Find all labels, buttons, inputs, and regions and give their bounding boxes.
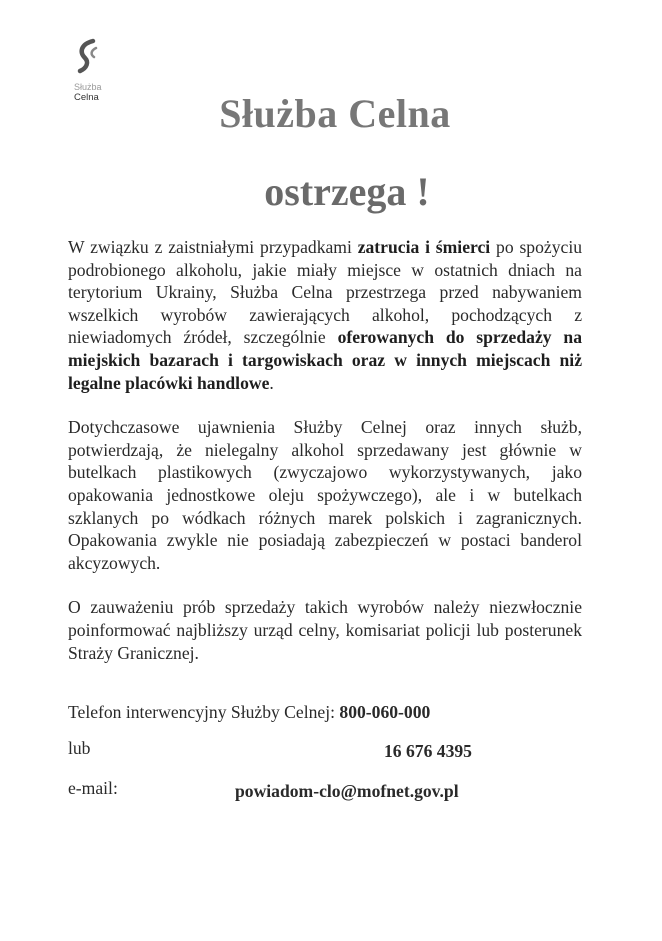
customs-logo-icon [73, 38, 101, 80]
page-title: Służba Celna [219, 91, 451, 136]
paragraph1-text-c: . [269, 372, 274, 393]
phone-label: Telefon interwencyjny Służby Celnej: [68, 702, 340, 722]
alt-phone-number: 16 676 4395 [384, 741, 472, 761]
or-label: lub [68, 738, 91, 758]
phone-row [68, 702, 430, 723]
email-label: e-mail: [68, 778, 118, 798]
document-body [68, 236, 582, 686]
paragraph1-emphasis-a: zatrucia i śmierci [357, 237, 491, 257]
logo-text-line2: Celna [74, 92, 99, 103]
email-address: powiadom-clo@mofnet.gov.pl [235, 781, 459, 801]
phone-number: 800-060-000 [339, 702, 431, 722]
page-subtitle: ostrzega ! [264, 169, 430, 214]
paragraph-instructions: O zauważeniu prób sprzedaży takich wyrobów należy niezwłocznie poinformować najbliższy urząd celny, komisariat policji lub posterunek Straży Granicznej. [68, 597, 582, 663]
paragraph-warning [68, 236, 582, 394]
logo-text-line1: Służba [74, 82, 102, 92]
paragraph1-emphasis-b: oferowanych do sprzedaży na miejskich bazarach i targowiskach oraz w innych miejscach niż legalne placówki handlowe [68, 327, 582, 393]
paragraph1-text-a: W związku z zaistniałymi przypadkami [68, 237, 358, 257]
paragraph1-text-b: po spożyciu podrobionego alkoholu, jakie miały miejsce w ostatnich dniach na terytorium Ukrainy, Służba Celna przestrzega przed nabywaniem wszelkich wyrobów zawierających alkohol, pochodzących z niewiadomych źródeł, szczególnie [68, 237, 582, 348]
paragraph-findings: Dotychczasowe ujawnienia Służby Celnej oraz innych służb, potwierdzają, że nielegalny alkohol sprzedawany jest głównie w butelkach plastikowych (zwyczajowo wykorzystywanych, jako opakowania jednostkowe oleju spożywczego), ale i w butelkach szklanych po wódkach różnych marek polskich i zagranicznych. Opakowania zwykle nie posiadają zabezpieczeń w postaci banderol akcyzowych. [68, 417, 582, 573]
